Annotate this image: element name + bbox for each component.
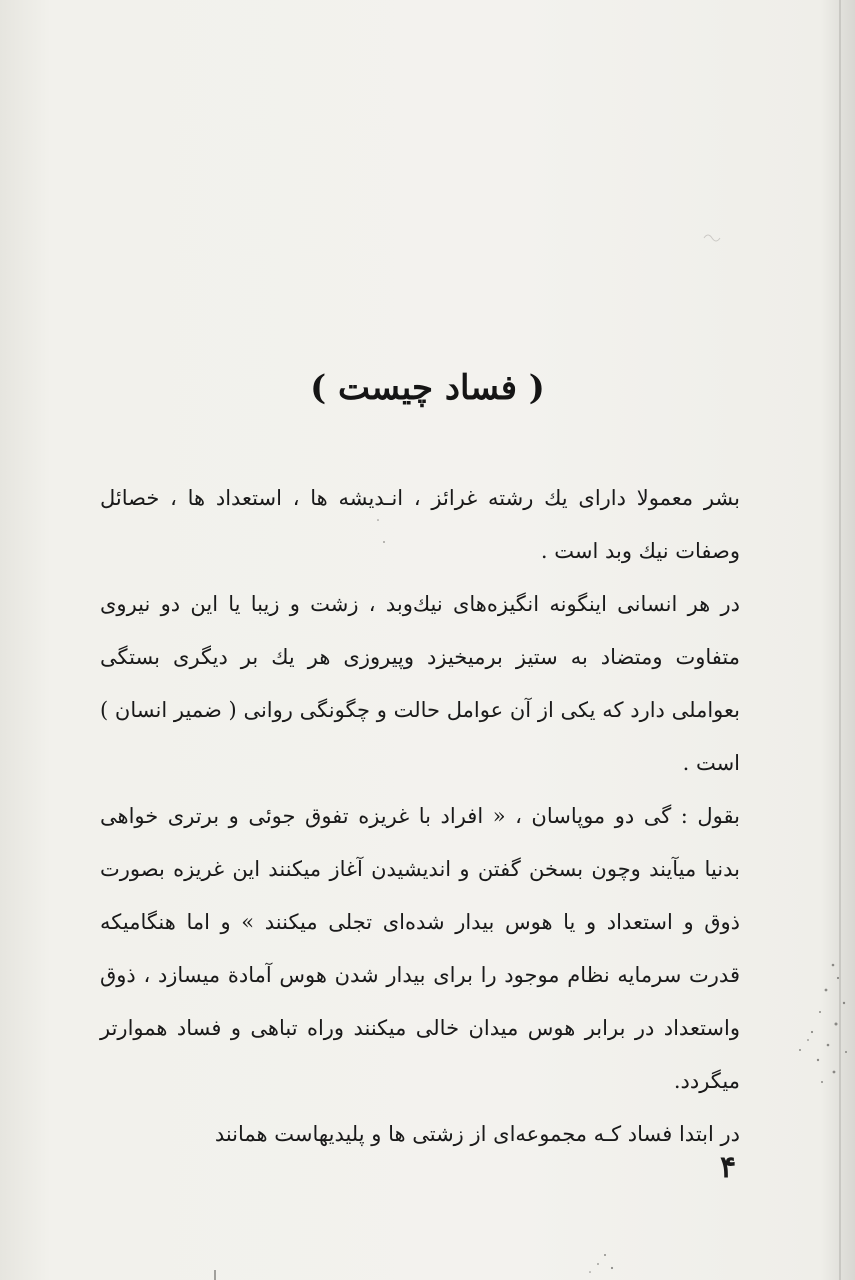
page-number: ۴ xyxy=(719,1150,737,1185)
paragraph: بقول : گی دو موپاسان ، « افراد با غریزه تفوق جوئی و برتری خواهی بدنیا میآیند وچون بسخن گفتن و اندیشیدن آغاز میکنند این غریزه بصورت ذوق و استعداد و یا هوس بیدار شده‌ای تجلی میکنند » و اما هنگامیکه قدرت سرمایه نظام موجود را برای بیدار شدن هوس آمادة میسازد ، ذوق واستعداد در برابر هوس میدان خالی میکنند وراه تباهی و فساد هموارتر میگردد. xyxy=(100,804,740,1093)
body-text xyxy=(100,472,740,1161)
paragraph: در هر انسانی اینگونه انگیزه‌های نیك‌وبد ، زشت و زیبا یا این دو نیروی متفاوت ومتضاد به ستیز برمیخیزد وپیروزی هر یك بر دیگری بستگی بعواملی دارد که یکی از آن عوامل حالت و چگونگی روانی ( ضمیر انسان ) است . xyxy=(100,592,741,775)
paragraph: بشر معمولا دارای یك رشته غرائز ، انـدیشه ها ، استعداد ها ، خصائل وصفات نیك وبد است . xyxy=(100,486,740,563)
paragraph: در ابتدا فساد کـه مجموعه‌ای از زشتی ها و پلیدیهاست همانند xyxy=(214,1122,740,1146)
chapter-title: ( فساد چیست ) xyxy=(310,368,545,408)
